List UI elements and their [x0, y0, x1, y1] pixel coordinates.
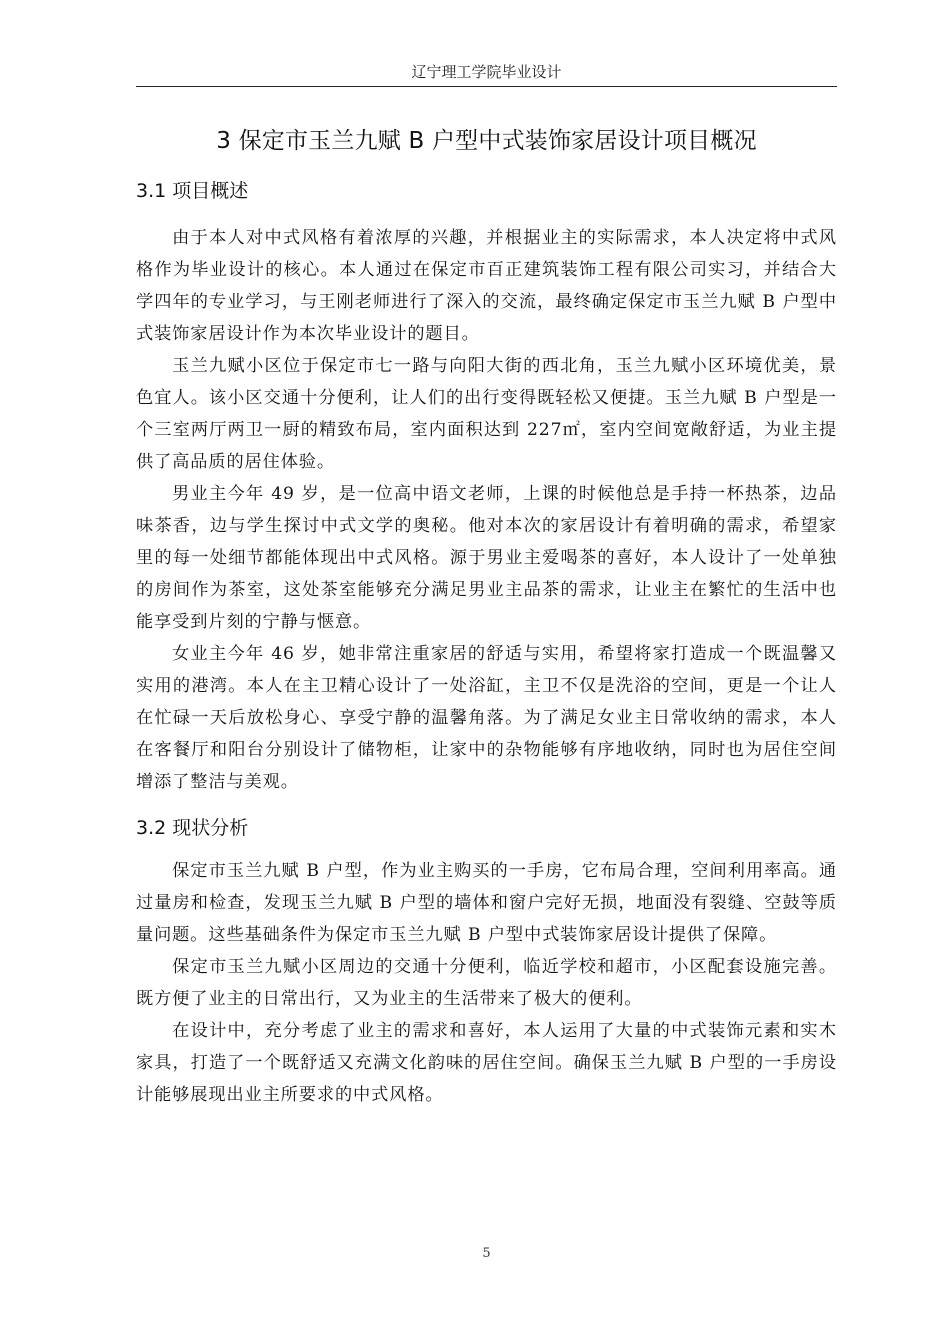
paragraph: 在设计中，充分考虑了业主的需求和喜好，本人运用了大量的中式装饰元素和实木家具，打造了一个既舒适又充满文化韵味的居住空间。确保玉兰九赋 B 户型的一手房设计能够展现出业主所要求的中式风格。 [136, 1021, 837, 1105]
running-header: 辽宁理工学院毕业设计 [411, 63, 562, 81]
paragraph: 玉兰九赋小区位于保定市七一路与向阳大街的西北角，玉兰九赋小区环境优美，景色宜人。该小区交通十分便利，让人们的出行变得既轻松又便捷。玉兰九赋 B 户型是一个三室两厅两卫一厨的精致布局，室内面积达到 227㎡，室内空间宽敞舒适，为业主提供了高品质的居住体验。 [136, 356, 837, 472]
section-heading-status-analysis: 3.2 现状分析 [136, 817, 249, 839]
paragraph: 保定市玉兰九赋小区周边的交通十分便利，临近学校和超市，小区配套设施完善。既方便了业主的日常出行，又为业主的生活带来了极大的便利。 [136, 957, 837, 1009]
paragraph: 由于本人对中式风格有着浓厚的兴趣，并根据业主的实际需求，本人决定将中式风格作为毕业设计的核心。本人通过在保定市百正建筑装饰工程有限公司实习，并结合大学四年的专业学习，与王刚老师进行了深入的交流，最终确定保定市玉兰九赋 B 户型中式装饰家居设计作为本次毕业设计的题目。 [136, 228, 837, 344]
paragraph: 女业主今年 46 岁，她非常注重家居的舒适与实用，希望将家打造成一个既温馨又实用的港湾。本人在主卫精心设计了一处浴缸，主卫不仅是洗浴的空间，更是一个让人在忙碌一天后放松身心、享受宁静的温馨角落。为了满足女业主日常收纳的需求，本人在客餐厅和阳台分别设计了储物柜，让家中的杂物能够有序地收纳，同时也为居住空间增添了整洁与美观。 [136, 644, 837, 792]
page-number: 5 [482, 1246, 491, 1261]
chapter-title: 3 保定市玉兰九赋 B 户型中式装饰家居设计项目概况 [216, 128, 757, 154]
paragraph: 保定市玉兰九赋 B 户型，作为业主购买的一手房，它布局合理，空间利用率高。通过量房和检查，发现玉兰九赋 B 户型的墙体和窗户完好无损，地面没有裂缝、空鼓等质量问题。这些基础条件为保定市玉兰九赋 B 户型中式装饰家居设计提供了保障。 [136, 861, 837, 945]
section-body-status-analysis [136, 855, 837, 1111]
section-body-project-overview [136, 222, 837, 798]
section-heading-project-overview: 3.1 项目概述 [136, 180, 249, 202]
header-divider [136, 86, 837, 87]
paragraph: 男业主今年 49 岁，是一位高中语文老师，上课的时候他总是手持一杯热茶，边品味茶香，边与学生探讨中式文学的奥秘。他对本次的家居设计有着明确的需求，希望家里的每一处细节都能体现出中式风格。源于男业主爱喝茶的喜好，本人设计了一处单独的房间作为茶室，这处茶室能够充分满足男业主品茶的需求，让业主在繁忙的生活中也能享受到片刻的宁静与惬意。 [136, 484, 837, 632]
